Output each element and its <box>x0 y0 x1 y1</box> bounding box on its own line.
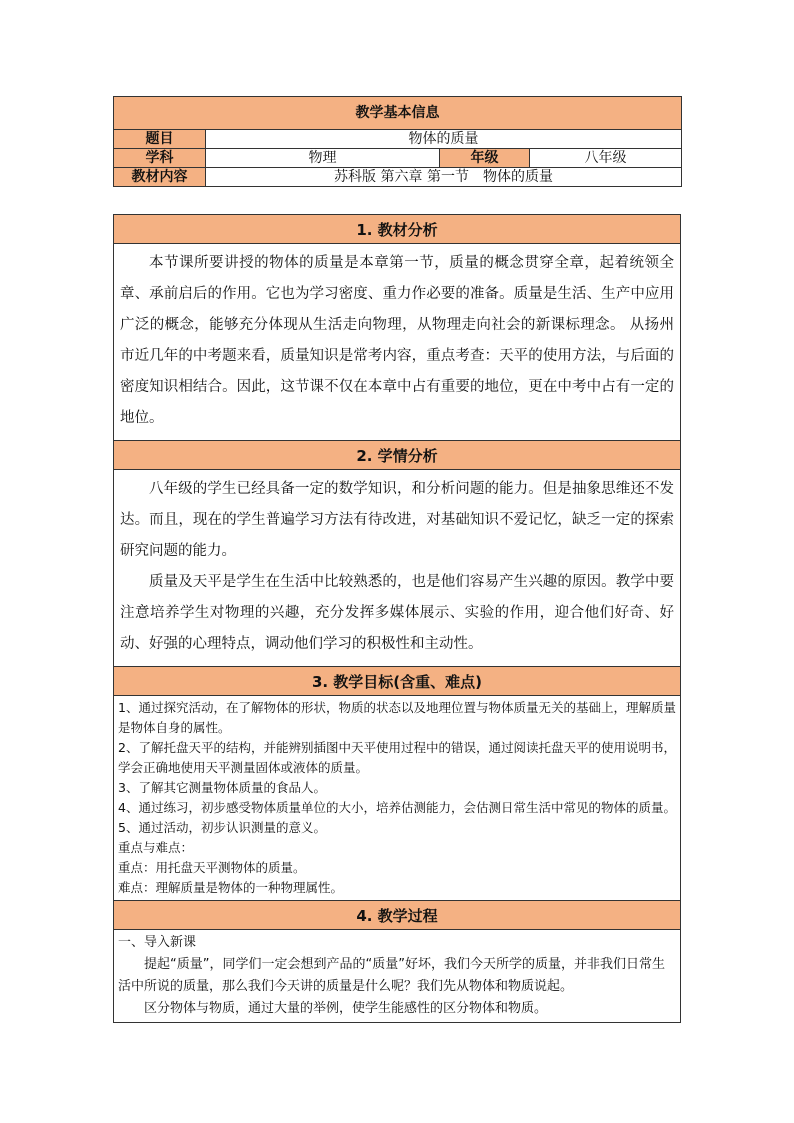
textbook-analysis-paragraph: 本节课所要讲授的物体的质量是本章第一节，质量的概念贯穿全章，起着统领全章、承前启后的作用。它也为学习密度、重力作必要的准备。质量是生活、生产中应用广泛的概念，能够充分体现从生活走向物理，从物理走向社会的新课标理念。 从扬州市近几年的中考题来看，质量知识是常考内容，重点考查：天平的使用方法，与后面的密度知识相结合。因此，这节课不仅在本章中占有重要的地位，更在中考中占有一定的地位。 <box>120 255 674 426</box>
textbook-analysis-title: 1. 教材分析 <box>114 215 681 244</box>
objective-item-3: 3、了解其它测量物体质量的食品人。 <box>118 780 326 795</box>
objective-item-1: 1、通过探究活动，在了解物体的形状，物质的状态以及地理位置与物体质量无关的基础上，理解质量是物体自身的属性。 <box>118 700 676 735</box>
student-analysis-title: 2. 学情分析 <box>114 441 681 470</box>
basic-info-table <box>113 96 682 187</box>
student-analysis-paragraph-2: 质量及天平是学生在生活中比较熟悉的，也是他们容易产生兴趣的原因。教学中要注意培养学生对物理的兴趣，充分发挥多媒体展示、实验的作用，迎合他们好奇、好动、好强的心理特点，调动他们学习的积极性和主动性。 <box>120 574 674 652</box>
topic-value: 物体的质量 <box>206 130 682 149</box>
material-label: 教材内容 <box>114 168 206 187</box>
objective-item-2: 2、了解托盘天平的结构，并能辨别插图中天平使用过程中的错误，通过阅读托盘天平的使用说明书，学会正确地使用天平测量固体或液体的质量。 <box>118 740 676 775</box>
process-line-2: 区分物体与物质，通过大量的举例，使学生能感性的区分物体和物质。 <box>144 1001 548 1016</box>
subject-label: 学科 <box>114 149 206 168</box>
process-title: 4. 教学过程 <box>114 901 681 930</box>
grade-label: 年级 <box>440 149 530 168</box>
student-analysis-paragraph-1: 八年级的学生已经具备一定的数学知识，和分析问题的能力。但是抽象思维还不发达。而且，现在的学生普遍学习方法有待改进，对基础知识不爱记忆，缺乏一定的探索研究问题的能力。 <box>120 481 674 559</box>
objectives-title: 3. 教学目标(含重、难点) <box>114 667 681 696</box>
textbook-analysis-body <box>114 244 681 441</box>
objective-item-5: 5、通过活动，初步认识测量的意义。 <box>118 820 326 835</box>
difficult-point: 难点：理解质量是物体的一种物理属性。 <box>118 880 344 895</box>
key-points-heading: 重点与难点： <box>118 840 194 855</box>
material-value: 苏科版 第六章 第一节 物体的质量 <box>206 168 682 187</box>
student-analysis-body <box>114 470 681 667</box>
process-line-1: 提起“质量”，同学们一定会想到产品的“质量”好坏，我们今天所学的质量，并非我们日常生活中所说的质量，那么我们今天讲的质量是什么呢？我们先从物体和物质说起。 <box>118 957 665 994</box>
topic-label: 题目 <box>114 130 206 149</box>
basic-info-heading: 教学基本信息 <box>114 97 682 130</box>
subject-value: 物理 <box>206 149 440 168</box>
key-point: 重点：用托盘天平测物体的质量。 <box>118 860 306 875</box>
process-intro-heading: 一、导入新课 <box>118 935 197 950</box>
objective-item-4: 4、通过练习，初步感受物体质量单位的大小，培养估测能力，会估测日常生活中常见的物体的质量。 <box>118 800 676 815</box>
objectives-body <box>114 696 681 901</box>
grade-value: 八年级 <box>530 149 682 168</box>
lesson-plan-table <box>113 214 681 1023</box>
process-body <box>114 930 681 1023</box>
